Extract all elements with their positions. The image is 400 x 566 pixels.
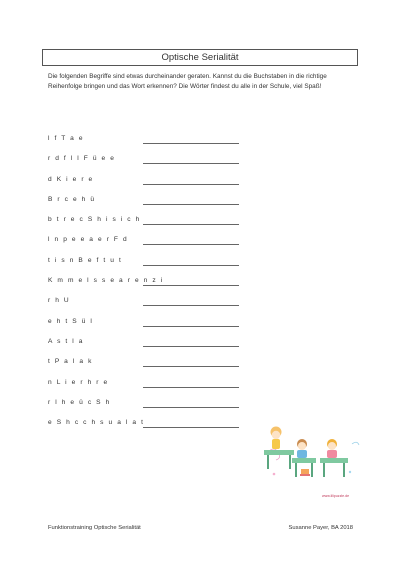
word-row	[48, 358, 248, 378]
answer-line[interactable]	[143, 407, 239, 408]
scrambled-word: n L i e r h r e	[48, 378, 109, 386]
scrambled-word: B r c e h ü	[48, 195, 96, 203]
scrambled-word: r d f l l F ü e e	[48, 155, 116, 163]
word-row	[48, 216, 248, 236]
scrambled-word: l n p e e a e r F d	[48, 236, 129, 244]
scrambled-word: d K i e r e	[48, 175, 94, 183]
scrambled-word: e h t S ü l	[48, 317, 94, 325]
classroom-illustration	[262, 424, 362, 502]
scrambled-word: A s t l a	[48, 337, 85, 345]
scrambled-word: t i s n B e f t u t	[48, 256, 123, 264]
word-row	[48, 155, 248, 175]
word-row	[48, 419, 248, 439]
answer-line[interactable]	[143, 244, 239, 245]
answer-line[interactable]	[143, 224, 239, 225]
word-row	[48, 399, 248, 419]
scrambled-word: r l h e ü c S h	[48, 398, 111, 406]
scrambled-word: K m m e l s s e a r e n z i	[48, 277, 164, 285]
footer-left: Funktionstraining Optische Serialität	[48, 525, 141, 531]
word-row	[48, 338, 248, 358]
word-list	[48, 135, 248, 439]
scrambled-word: e S h c c h s u a l a t	[48, 419, 145, 427]
scrambled-word: b t r e c S h i s i c h	[48, 216, 141, 224]
word-row	[48, 196, 248, 216]
footer-right: Susanne Payer, BA 2018	[288, 525, 353, 531]
word-row	[48, 318, 248, 338]
word-row	[48, 176, 248, 196]
answer-line[interactable]	[143, 184, 239, 185]
answer-line[interactable]	[143, 387, 239, 388]
answer-line[interactable]	[143, 427, 239, 428]
answer-line[interactable]	[143, 305, 239, 306]
answer-line[interactable]	[143, 143, 239, 144]
illustration-logo: www.lilipuzzle.de	[322, 494, 350, 498]
answer-line[interactable]	[143, 265, 239, 266]
word-row	[48, 297, 248, 317]
answer-line[interactable]	[143, 346, 239, 347]
instructions-text: Die folgenden Begriffe sind etwas durcheinander geraten. Kannst du die Buchstaben in die richtige Reihenfolge bringen und das Wort erkennen? Die Wörter findest du alle in der Schule, viel Spaß!	[48, 73, 327, 90]
page-title: Optische Serialität	[42, 49, 358, 66]
scrambled-word: l f T a e	[48, 135, 85, 142]
word-row	[48, 379, 248, 399]
answer-line[interactable]	[143, 285, 239, 286]
word-row	[48, 135, 248, 155]
word-row	[48, 236, 248, 256]
word-row	[48, 277, 248, 297]
answer-line[interactable]	[143, 163, 239, 164]
answer-line[interactable]	[143, 326, 239, 327]
answer-line[interactable]	[143, 204, 239, 205]
answer-line[interactable]	[143, 366, 239, 367]
scrambled-word: r h U	[48, 297, 71, 305]
word-row	[48, 257, 248, 277]
scrambled-word: t P a l a k	[48, 358, 93, 366]
